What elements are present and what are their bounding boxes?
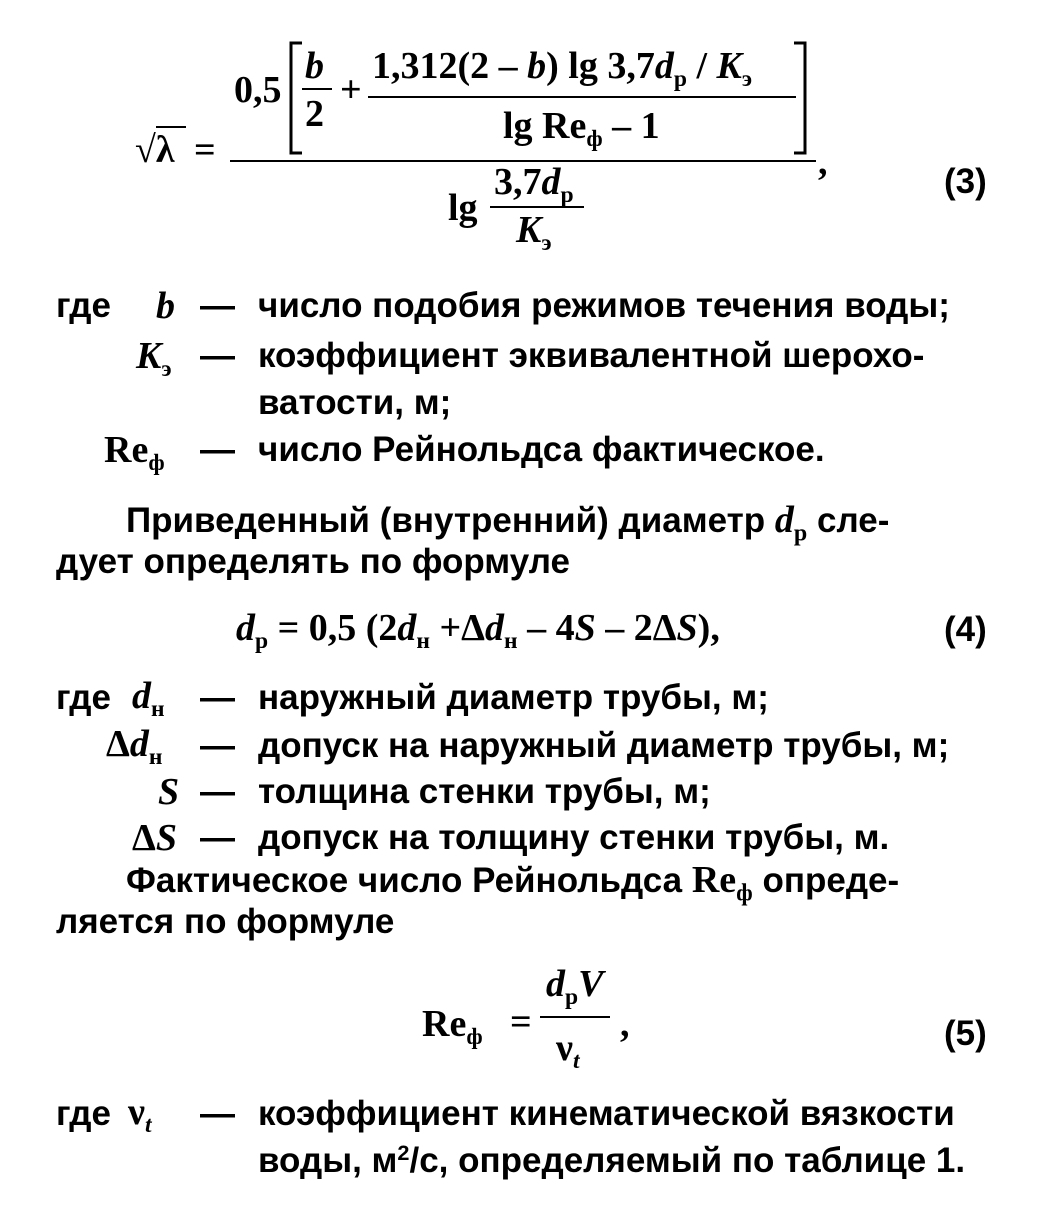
sqrt-overline (156, 126, 186, 128)
defs3-nu-symbol: $\nu_t$ (128, 1091, 152, 1139)
inner-numerator: 1,312(2 – b) $\lg 3,7d_р / K_э$ (372, 45, 753, 93)
defs2-S-text: толщина стенки трубы, м; (258, 772, 711, 811)
right-bracket (790, 40, 810, 156)
frac-b-den: 2 (305, 93, 324, 135)
defs2-dS-symbol: ΔS (132, 817, 177, 859)
defs2-where: где (56, 678, 111, 717)
formula-4-number: (4) (944, 610, 987, 649)
frac-b-num: b (305, 45, 324, 87)
defs3-text-2: воды, $м^2/с$, определяемый по таблице 1. (258, 1140, 966, 1180)
formula-5-den: $\nu_t$ (556, 1027, 580, 1075)
defs1-Re-symbol: $Re_ф$ (104, 429, 165, 477)
den-frac-den: $K_э$ (516, 209, 552, 257)
formula-4-body: $d_р = 0,5$ $(2d_н +\Delta d_н - 4S - 2\Delta S)$, (236, 607, 720, 655)
defs1-dash-1: — (200, 286, 235, 325)
defs1-Re-text: число Рейнольдса фактическое. (258, 430, 825, 469)
formula-3-lhs (135, 128, 175, 172)
den-lg: lg (448, 187, 478, 229)
defs3-dash: — (200, 1094, 235, 1133)
left-bracket (286, 40, 306, 156)
defs2-dash-4: — (200, 818, 235, 857)
sqrt-lambda: √λ (135, 129, 175, 171)
defs2-dash-2: — (200, 726, 235, 765)
defs1-K-symbol: $K_э$ (136, 335, 172, 383)
defs1-dash-3: — (200, 430, 235, 469)
inner-denominator: $\lg Re_ф - 1$ (503, 105, 660, 153)
defs1-K-text-1: коэффициент эквивалентной шерохо- (258, 336, 925, 375)
plus-sign: + (340, 69, 362, 111)
formula-3-number: (3) (944, 162, 987, 201)
para2-line-1: Фактическое число Рейнольдса $Re_ф$ опреде- (126, 859, 900, 907)
defs3-text-1: коэффициент кинематической вязкости (258, 1094, 955, 1133)
den-frac-num: $3,7d_р$ (494, 161, 574, 209)
defs1-dash-2: — (200, 336, 235, 375)
defs2-ddn-symbol: $\Delta d_н$ (106, 723, 163, 771)
para1-line-2: дует определять по формуле (56, 542, 570, 581)
defs2-dn-symbol: $d_н$ (132, 675, 165, 723)
frac-b2-line (302, 88, 332, 90)
defs2-dS-text: допуск на толщину стенки трубы, м. (258, 818, 890, 857)
defs2-ddn-text: допуск на наружный диаметр трубы, м; (258, 726, 950, 765)
formula-3-comma: , (818, 141, 828, 183)
defs1-b-symbol: b (156, 285, 175, 327)
defs2-dash-1: — (200, 678, 235, 717)
para2-line-2: ляется по формуле (56, 902, 395, 941)
defs1-K-text-2: ватости, м; (258, 383, 452, 422)
formula-5-num: $d_рV$ (546, 963, 604, 1011)
inner-frac-line (368, 96, 796, 98)
para1-line-1: Приведенный (внутренний) диаметр $d_р$ сле- (126, 499, 890, 547)
defs2-dash-3: — (200, 772, 235, 811)
defs1-b-text: число подобия режимов течения воды; (258, 286, 950, 325)
formula-5-comma: , (620, 1003, 630, 1045)
formula-3-eq: = (194, 129, 216, 171)
defs2-S-symbol: S (158, 771, 180, 813)
defs3-where: где (56, 1094, 111, 1133)
coef-05: 0,5 (234, 69, 282, 111)
formula-5-frac-line (540, 1016, 610, 1018)
defs1-where: где (56, 286, 111, 325)
formula-5-number: (5) (944, 1014, 987, 1053)
defs2-dn-text: наружный диаметр трубы, м; (258, 678, 769, 717)
formula-5-eq: = (510, 1001, 532, 1043)
formula-5-lhs: $Re_ф$ (422, 1003, 483, 1051)
